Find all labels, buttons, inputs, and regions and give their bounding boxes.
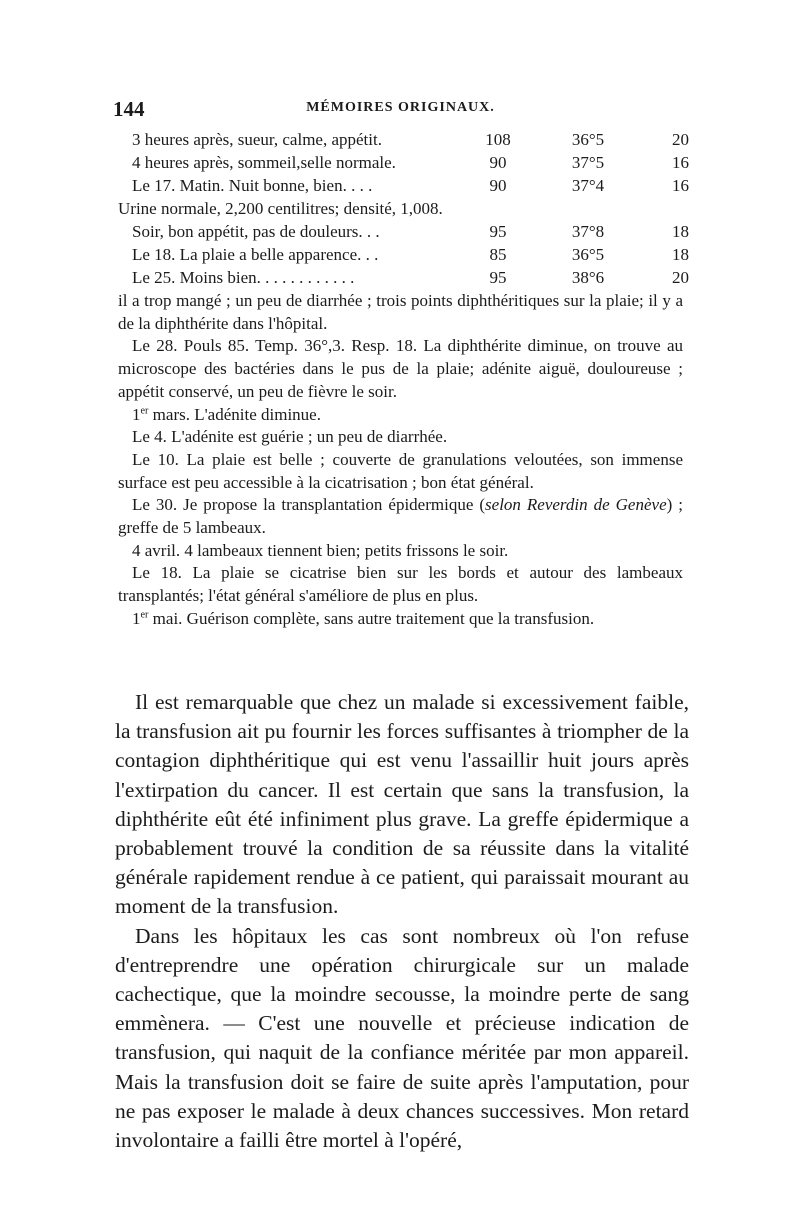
row-label: 3 heures après, sueur, calme, appétit.	[132, 130, 382, 149]
pulse-value: 95	[489, 222, 507, 241]
note-continuation: il a trop mangé ; un peu de diarrhée ; trois points diphthéritiques sur la plaie; il y a de la diphthérite dans l'hôpital.	[118, 291, 683, 333]
respiration-value: 16	[672, 176, 689, 195]
paragraph: Dans les hôpitaux les cas sont nombreux où l'on refuse d'entreprendre une opération chirurgicale sur un malade cachectique, que la moindre secousse, la moindre perte de sang emmènera. — C'est une nouvelle et précieuse indication de transfusion, qui naquit de la confiance méritée par mon appareil. Mais la transfusion doit se faire de suite après l'amputation, pour ne pas exposer le malade à deux chances successives. Mon retard involontaire a failli être mortel à l'opéré,	[115, 923, 689, 1153]
row-label: Le 18. La plaie a belle apparence. . .	[132, 245, 379, 264]
paragraph: Il est remarquable que chez un malade si excessivement faible, la transfusion ait pu fournir les forces suffisantes à triompher de la contagion diphthéritique qui est venu l'assaillir huit jours après l'extirpation du cancer. Il est certain que sans la transfusion, la diphthérite eût été infiniment plus grave. La greffe épidermique a probablement trouvé la condition de sa réussite dans la vitalité générale rapidement rendue à ce patient, qui paraissait mourant au moment de la transfusion.	[115, 690, 689, 919]
respiration-value: 16	[672, 153, 689, 172]
page-header	[113, 97, 688, 123]
respiration-value: 20	[672, 268, 689, 287]
note-day-4: Le 4. L'adénite est guérie ; un peu de diarrhée.	[132, 427, 448, 447]
pulse-value: 95	[489, 268, 507, 287]
page-number: 144	[113, 97, 145, 121]
ordinal-suffix: er	[140, 609, 149, 621]
respiration-value: 18	[672, 222, 689, 241]
note-may-1	[118, 608, 683, 631]
urine-line: Urine normale, 2,200 centilitres; densité, 1,008.	[118, 199, 443, 218]
table-row	[118, 267, 688, 289]
case-notes	[118, 290, 683, 631]
row-label: 4 heures après, sommeil,selle normale.	[132, 153, 396, 172]
pulse-value: 90	[489, 176, 507, 195]
temperature-value: 38°6	[571, 268, 605, 287]
temperature-value: 36°5	[571, 130, 605, 149]
pulse-value: 85	[489, 245, 507, 264]
note-text: Le 30. Je propose la transplantation épidermique (	[132, 495, 486, 515]
temperature-value: 37°8	[571, 222, 605, 241]
pulse-value: 108	[485, 130, 511, 149]
temperature-value: 37°5	[571, 153, 605, 172]
note-text: ) ; greffe de 5 lambeaux.	[118, 495, 683, 538]
row-label: Soir, bon appétit, pas de douleurs. . .	[132, 222, 380, 241]
day-number: 1	[132, 404, 141, 424]
table-row	[118, 129, 688, 151]
day-number: 1	[132, 608, 141, 628]
row-label: Le 17. Matin. Nuit bonne, bien. . . .	[132, 176, 373, 195]
note-day-18: Le 18. La plaie se cicatrise bien sur les bords et autour des lambeaux transplantés; l'état général s'améliore de plus en plus.	[118, 563, 683, 606]
table-row	[118, 221, 688, 243]
temperature-value: 37°4	[571, 176, 605, 195]
respiration-value: 20	[672, 130, 689, 149]
respiration-value: 18	[672, 245, 689, 264]
pulse-value: 90	[489, 153, 507, 172]
note-text: mai. Guérison complète, sans autre traitement que la transfusion.	[148, 608, 595, 628]
row-label: Le 25. Moins bien. . . . . . . . . . . .	[132, 268, 355, 287]
italic-citation: selon Reverdin de Genève	[485, 495, 667, 515]
temperature-value: 36°5	[571, 245, 605, 264]
note-day-30	[118, 494, 683, 539]
note-march-1	[118, 404, 683, 427]
table-row	[118, 152, 688, 174]
note-april-4: 4 avril. 4 lambeaux tiennent bien; petits frissons le soir.	[132, 540, 509, 560]
ordinal-suffix: er	[140, 404, 149, 416]
note-text: mars. L'adénite diminue.	[148, 404, 321, 424]
table-row	[118, 175, 688, 197]
body-text	[115, 688, 689, 1155]
running-title: MÉMOIRES ORIGINAUX.	[306, 100, 495, 115]
note-day-28: Le 28. Pouls 85. Temp. 36°,3. Resp. 18. La diphthérite diminue, on trouve au microscope des bactéries dans le pus de la plaie; adénite aiguë, douloureuse ; appétit conservé, un peu de fièvre le soir.	[118, 336, 683, 401]
note-day-10: Le 10. La plaie est belle ; couverte de granulations veloutées, son immense surface est peu accessible à la cicatrisation ; bon état général.	[118, 449, 683, 492]
table-row	[118, 244, 688, 266]
